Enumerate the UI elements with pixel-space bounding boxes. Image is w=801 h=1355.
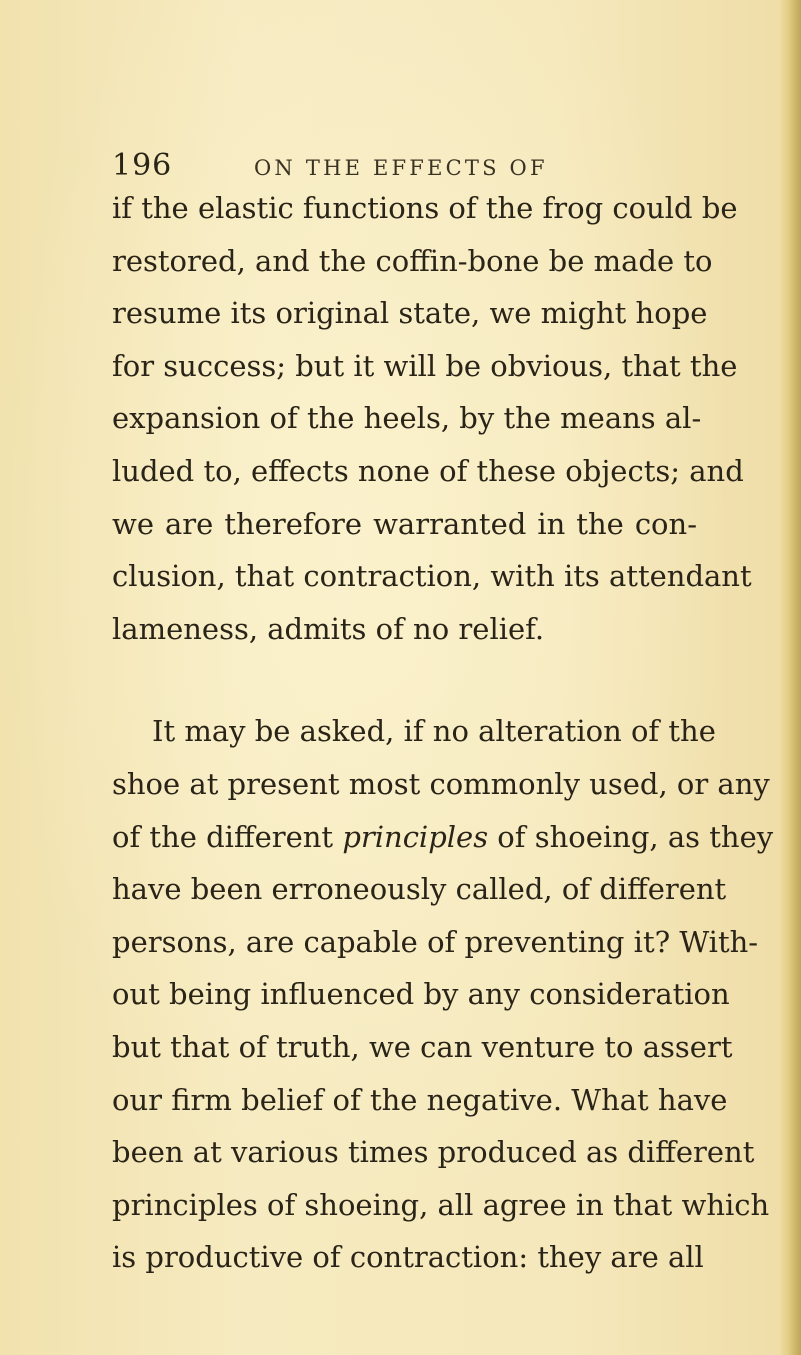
text-line: luded to, effects none of these objects; and (112, 453, 744, 488)
text-line: clusion, that contraction, with its attendant (112, 559, 752, 594)
text-span: of the different (112, 819, 343, 854)
text-line: if the elastic functions of the frog could be (112, 191, 738, 225)
text-line-with-italic (112, 811, 774, 864)
text-line: been at various times produced as different (112, 1135, 755, 1170)
paragraph-1 (112, 182, 752, 655)
text-span: of shoeing, as they (488, 819, 774, 854)
text-line: we are therefore warranted in the con- (112, 506, 697, 541)
italic-term: principles (342, 819, 489, 854)
paragraph-2 (112, 705, 774, 1284)
text-line: principles of shoeing, all agree in that which (112, 1187, 770, 1222)
body-text (112, 182, 774, 1284)
text-line: our firm belief of the negative. What have (112, 1082, 728, 1117)
text-line: lameness, admits of no relief. (112, 611, 545, 646)
text-line: is productive of contraction: they are all (112, 1240, 704, 1275)
page-edge (779, 0, 801, 1355)
text-line: for success; but it will be obvious, that the (112, 348, 738, 383)
page-number: 196 (112, 148, 173, 183)
text-line: resume its original state, we might hope (112, 296, 708, 331)
text-line: but that of truth, we can venture to assert (112, 1029, 733, 1064)
text-line: It may be asked, if no alteration of the (152, 714, 716, 749)
text-line: restored, and the coffin-bone be made to (112, 243, 713, 278)
text-line: shoe at present most commonly used, or any (112, 766, 770, 801)
running-head-title: ON THE EFFECTS OF (254, 156, 548, 180)
text-line: have been erroneously called, of different (112, 872, 727, 907)
paragraph-gap (112, 655, 697, 705)
text-line: persons, are capable of preventing it? With- (112, 924, 759, 959)
text-line: out being influenced by any consideration (112, 977, 730, 1012)
text-line: expansion of the heels, by the means al- (112, 401, 702, 436)
